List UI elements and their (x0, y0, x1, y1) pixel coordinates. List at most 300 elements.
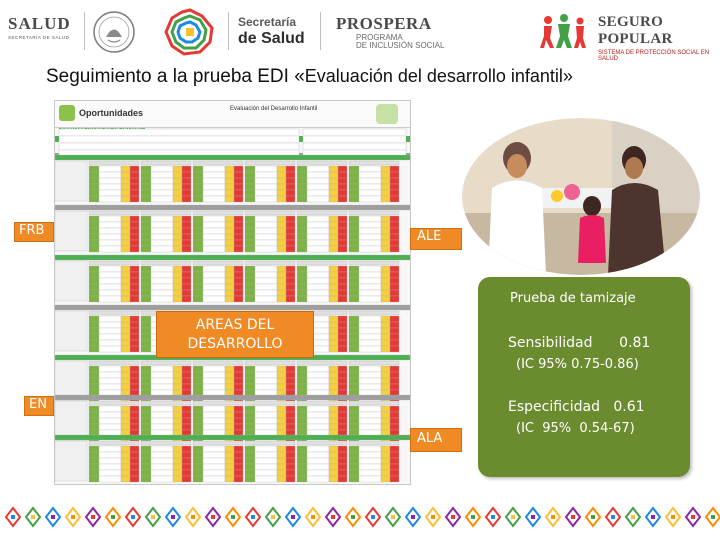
form-cell-yellow (225, 452, 234, 458)
form-cell (151, 246, 173, 252)
form-cell (307, 278, 329, 284)
form-cell-red (390, 284, 399, 290)
form-cell-red (390, 378, 399, 384)
form-cell (359, 406, 381, 412)
embroidery-dot (211, 515, 215, 519)
form-cell-yellow (381, 272, 390, 278)
prospera-subtitle-line1: PROGRAMA (356, 33, 403, 42)
form-cell (99, 470, 121, 476)
form-cell-red (338, 346, 347, 352)
embroidery-dot (591, 515, 595, 519)
form-cell-green (89, 446, 99, 452)
form-cell-red (182, 184, 191, 190)
form-cell-green (141, 216, 151, 222)
form-cell (307, 458, 329, 464)
salud-logo-subtitle: SECRETARÍA DE SALUD (8, 35, 70, 40)
form-cell-green (89, 418, 99, 424)
form-cell-yellow (225, 184, 234, 190)
form-cell-green (349, 172, 359, 178)
form-cell-red (338, 476, 347, 482)
form-cell-green (349, 384, 359, 390)
form-cell-green (141, 196, 151, 202)
form-cell (255, 464, 277, 470)
form-cell-red (286, 418, 295, 424)
form-cell (359, 322, 381, 328)
form-cell (151, 166, 173, 172)
form-cell (99, 458, 121, 464)
specificity-row (508, 399, 645, 415)
form-cell (203, 470, 225, 476)
form-cell (99, 196, 121, 202)
form-cell-green (141, 334, 151, 340)
form-cell-yellow (329, 406, 338, 412)
embroidery-dot (491, 515, 495, 519)
form-cell-yellow (121, 284, 130, 290)
form-column-head (349, 261, 399, 265)
form-cell-green (193, 424, 203, 430)
form-column-head (297, 441, 347, 445)
label-en: EN (24, 396, 54, 416)
form-cell (99, 424, 121, 430)
form-cell (359, 196, 381, 202)
form-cell (359, 290, 381, 296)
form-cell-green (245, 190, 255, 196)
form-cell-red (338, 378, 347, 384)
form-cell (203, 190, 225, 196)
embroidery-dot (151, 515, 155, 519)
form-cell-green (141, 184, 151, 190)
form-cell-red (286, 178, 295, 184)
form-cell-red (390, 228, 399, 234)
embroidery-dot (131, 515, 135, 519)
form-cell-yellow (225, 246, 234, 252)
form-row-label (55, 441, 87, 481)
form-cell-green (297, 372, 307, 378)
form-column-head (89, 361, 139, 365)
form-cell-yellow (121, 334, 130, 340)
form-cell-green (349, 190, 359, 196)
form-cell-green (193, 246, 203, 252)
form-cell-yellow (121, 296, 130, 302)
form-cell-red (338, 446, 347, 452)
form-cell-red (130, 418, 139, 424)
form-cell-green (141, 272, 151, 278)
form-cell-red (182, 240, 191, 246)
form-cell (99, 272, 121, 278)
form-cell (203, 366, 225, 372)
form-cell-green (245, 458, 255, 464)
form-cell (203, 278, 225, 284)
embroidery-dot (311, 515, 315, 519)
specificity-value: 0.61 (613, 399, 645, 415)
form-cell-red (182, 406, 191, 412)
form-cell-green (193, 172, 203, 178)
form-cell (151, 412, 173, 418)
form-cell-yellow (329, 334, 338, 340)
label-ale: ALE (410, 228, 462, 250)
form-cell-green (89, 166, 99, 172)
form-cell-red (390, 464, 399, 470)
form-cell (203, 290, 225, 296)
form-cell-green (349, 316, 359, 322)
form-cell-red (390, 166, 399, 172)
form-cell-green (193, 366, 203, 372)
form-cell-green (349, 452, 359, 458)
embroidery-dot (611, 515, 615, 519)
form-cell-green (297, 222, 307, 228)
form-cell-red (338, 340, 347, 346)
form-cell (307, 418, 329, 424)
form-cell-red (338, 166, 347, 172)
form-info-row (59, 136, 299, 143)
form-cell-yellow (173, 424, 182, 430)
form-section-bar (55, 255, 410, 260)
form-cell-yellow (121, 418, 130, 424)
form-cell (255, 418, 277, 424)
form-cell-green (193, 228, 203, 234)
form-cell-green (193, 166, 203, 172)
secretaria-logo (238, 15, 305, 48)
form-cell-green (297, 184, 307, 190)
form-cell-yellow (121, 372, 130, 378)
form-cell-green (89, 406, 99, 412)
form-cell (307, 424, 329, 430)
form-cell-green (297, 424, 307, 430)
form-cell-yellow (329, 290, 338, 296)
form-cell-yellow (277, 366, 286, 372)
form-cell-green (297, 246, 307, 252)
form-cell-green (349, 216, 359, 222)
form-cell-green (297, 216, 307, 222)
form-cell-red (234, 284, 243, 290)
form-cell-yellow (121, 384, 130, 390)
form-cell-red (130, 412, 139, 418)
form-cell-red (234, 278, 243, 284)
form-cell-red (390, 424, 399, 430)
form-cell (203, 424, 225, 430)
form-cell-green (349, 272, 359, 278)
form-cell-red (338, 424, 347, 430)
form-cell-green (193, 458, 203, 464)
form-cell-red (286, 406, 295, 412)
form-cell-yellow (381, 222, 390, 228)
form-cell-green (141, 246, 151, 252)
form-cell-red (338, 464, 347, 470)
form-cell-red (130, 284, 139, 290)
embroidery-dot (351, 515, 355, 519)
form-cell (255, 290, 277, 296)
form-cell-yellow (225, 272, 234, 278)
form-cell-yellow (277, 284, 286, 290)
form-cell-yellow (173, 172, 182, 178)
form-cell (99, 378, 121, 384)
form-cell-red (130, 296, 139, 302)
form-cell-yellow (381, 296, 390, 302)
form-cell (359, 222, 381, 228)
form-cell (255, 366, 277, 372)
form-cell-red (130, 246, 139, 252)
form-cell-green (193, 234, 203, 240)
embroidery-dot (631, 515, 635, 519)
form-cell-red (390, 246, 399, 252)
form-cell-yellow (277, 446, 286, 452)
form-cell-yellow (381, 316, 390, 322)
form-cell-red (234, 464, 243, 470)
form-cell-green (297, 284, 307, 290)
form-cell-red (286, 278, 295, 284)
form-cell-yellow (381, 418, 390, 424)
form-cell-red (338, 172, 347, 178)
form-cell-red (338, 334, 347, 340)
form-cell-yellow (173, 366, 182, 372)
form-cell-yellow (381, 346, 390, 352)
label-frb: FRB (14, 222, 54, 242)
form-cell-red (130, 372, 139, 378)
form-cell-yellow (225, 240, 234, 246)
form-cell-red (286, 464, 295, 470)
form-cell (203, 228, 225, 234)
form-cell-yellow (329, 458, 338, 464)
form-cell (307, 234, 329, 240)
form-cell (255, 190, 277, 196)
form-cell (151, 284, 173, 290)
form-cell (359, 334, 381, 340)
form-cell-green (349, 464, 359, 470)
form-info-row (59, 129, 299, 136)
form-cell-green (141, 328, 151, 334)
form-cell-green (245, 470, 255, 476)
form-cell-yellow (277, 234, 286, 240)
form-cell-green (89, 234, 99, 240)
form-cell-green (297, 234, 307, 240)
form-cell-green (89, 424, 99, 430)
form-cell (359, 228, 381, 234)
form-cell-yellow (121, 246, 130, 252)
form-cell-yellow (381, 464, 390, 470)
form-cell-red (234, 190, 243, 196)
form-cell-red (182, 452, 191, 458)
form-cell-yellow (329, 240, 338, 246)
label-ala: ALA (410, 428, 462, 452)
form-cell-yellow (277, 228, 286, 234)
form-cell-green (245, 290, 255, 296)
form-column-head (193, 211, 243, 215)
form-cell-red (286, 172, 295, 178)
form-cell (255, 240, 277, 246)
form-cell (151, 372, 173, 378)
form-cell-red (286, 458, 295, 464)
form-cell (359, 240, 381, 246)
form-cell-red (338, 316, 347, 322)
form-cell-green (245, 296, 255, 302)
form-column-head (245, 161, 295, 165)
form-row-label (55, 211, 87, 251)
form-row-label (55, 261, 87, 301)
form-cell-green (245, 196, 255, 202)
form-cell-green (141, 166, 151, 172)
form-cell-red (234, 290, 243, 296)
form-cell-yellow (277, 424, 286, 430)
form-cell-yellow (381, 476, 390, 482)
form-cell-green (245, 266, 255, 272)
form-column-head (141, 261, 191, 265)
form-cell (99, 266, 121, 272)
form-cell-green (89, 464, 99, 470)
form-cell-red (390, 476, 399, 482)
form-cell-yellow (121, 166, 130, 172)
form-cell-green (141, 266, 151, 272)
form-cell-green (193, 296, 203, 302)
form-cell-green (349, 322, 359, 328)
form-cell (307, 228, 329, 234)
form-cell-red (234, 172, 243, 178)
secretaria-emblem-icon (162, 8, 218, 58)
form-cell-yellow (121, 452, 130, 458)
decorative-embroidery-band (0, 494, 720, 540)
form-cell-yellow (277, 184, 286, 190)
form-row-label (55, 311, 87, 351)
form-cell-red (234, 228, 243, 234)
form-cell-green (193, 452, 203, 458)
form-cell (99, 216, 121, 222)
form-cell-yellow (225, 366, 234, 372)
form-cell-yellow (277, 406, 286, 412)
form-cell-red (338, 284, 347, 290)
form-cell-green (297, 406, 307, 412)
form-cell-red (182, 412, 191, 418)
form-cell (255, 470, 277, 476)
form-cell-yellow (121, 228, 130, 234)
form-cell-green (297, 446, 307, 452)
form-cell-yellow (173, 418, 182, 424)
form-cell-red (338, 222, 347, 228)
form-column-head (193, 441, 243, 445)
form-info-row (303, 136, 406, 143)
form-column-head (141, 361, 191, 365)
form-cell-green (349, 378, 359, 384)
form-cell-yellow (381, 452, 390, 458)
form-cell (307, 184, 329, 190)
form-cell (203, 446, 225, 452)
form-cell-yellow (277, 290, 286, 296)
form-cell (99, 476, 121, 482)
form-cell (255, 296, 277, 302)
form-cell (359, 172, 381, 178)
form-cell-red (130, 190, 139, 196)
form-cell-green (89, 172, 99, 178)
form-cell-green (89, 290, 99, 296)
form-cell-yellow (173, 228, 182, 234)
form-cell-red (182, 216, 191, 222)
form-column-head (297, 261, 347, 265)
form-cell-yellow (381, 178, 390, 184)
form-header-title: Oportunidades (79, 108, 144, 118)
form-cell-yellow (329, 366, 338, 372)
form-cell-green (89, 316, 99, 322)
form-cell-yellow (225, 406, 234, 412)
form-cell-green (89, 216, 99, 222)
form-cell-green (89, 184, 99, 190)
form-cell-green (297, 470, 307, 476)
form-cell (255, 216, 277, 222)
form-cell-green (89, 384, 99, 390)
form-cell-yellow (121, 476, 130, 482)
form-section-bar (55, 435, 410, 440)
form-cell-green (89, 266, 99, 272)
embroidery-dot (251, 515, 255, 519)
form-cell-green (349, 178, 359, 184)
areas-del-desarrollo-label (156, 311, 314, 358)
form-cell-green (245, 424, 255, 430)
form-info-row (303, 129, 406, 136)
form-cell-yellow (381, 328, 390, 334)
form-cell-yellow (225, 216, 234, 222)
form-cell-green (141, 470, 151, 476)
form-cell (151, 424, 173, 430)
form-cell (307, 178, 329, 184)
form-cell (307, 384, 329, 390)
form-column-head (349, 161, 399, 165)
form-cell (203, 284, 225, 290)
form-cell-red (130, 476, 139, 482)
form-cell-yellow (329, 384, 338, 390)
form-cell (359, 266, 381, 272)
form-row-label (55, 161, 87, 201)
form-cell (99, 178, 121, 184)
form-cell-green (193, 476, 203, 482)
embroidery-dot (231, 515, 235, 519)
form-cell-red (338, 178, 347, 184)
form-cell-green (297, 366, 307, 372)
form-cell-yellow (329, 446, 338, 452)
form-cell-green (349, 166, 359, 172)
form-cell-red (182, 290, 191, 296)
edi-form-image (54, 100, 411, 485)
form-cell-green (349, 476, 359, 482)
form-cell (307, 464, 329, 470)
form-cell (203, 234, 225, 240)
form-cell-yellow (121, 272, 130, 278)
form-cell (307, 452, 329, 458)
form-cell (307, 166, 329, 172)
slide-title (46, 64, 646, 89)
form-cell-yellow (381, 372, 390, 378)
form-cell-yellow (173, 458, 182, 464)
form-cell-red (130, 240, 139, 246)
form-cell (359, 316, 381, 322)
form-cell (203, 296, 225, 302)
form-cell-green (193, 272, 203, 278)
form-cell-green (245, 418, 255, 424)
form-cell-red (390, 184, 399, 190)
form-cell-yellow (381, 196, 390, 202)
form-cell-red (182, 470, 191, 476)
form-cell (359, 178, 381, 184)
form-cell-red (182, 278, 191, 284)
form-cell-red (390, 266, 399, 272)
form-cell-red (286, 272, 295, 278)
embroidery-dot (91, 515, 95, 519)
form-cell (151, 406, 173, 412)
form-cell-green (89, 328, 99, 334)
form-cell-green (349, 406, 359, 412)
form-cell-green (193, 412, 203, 418)
form-cell-red (234, 384, 243, 390)
form-cell-yellow (277, 378, 286, 384)
form-section-bar (55, 155, 410, 160)
form-cell-green (89, 240, 99, 246)
form-cell (255, 446, 277, 452)
